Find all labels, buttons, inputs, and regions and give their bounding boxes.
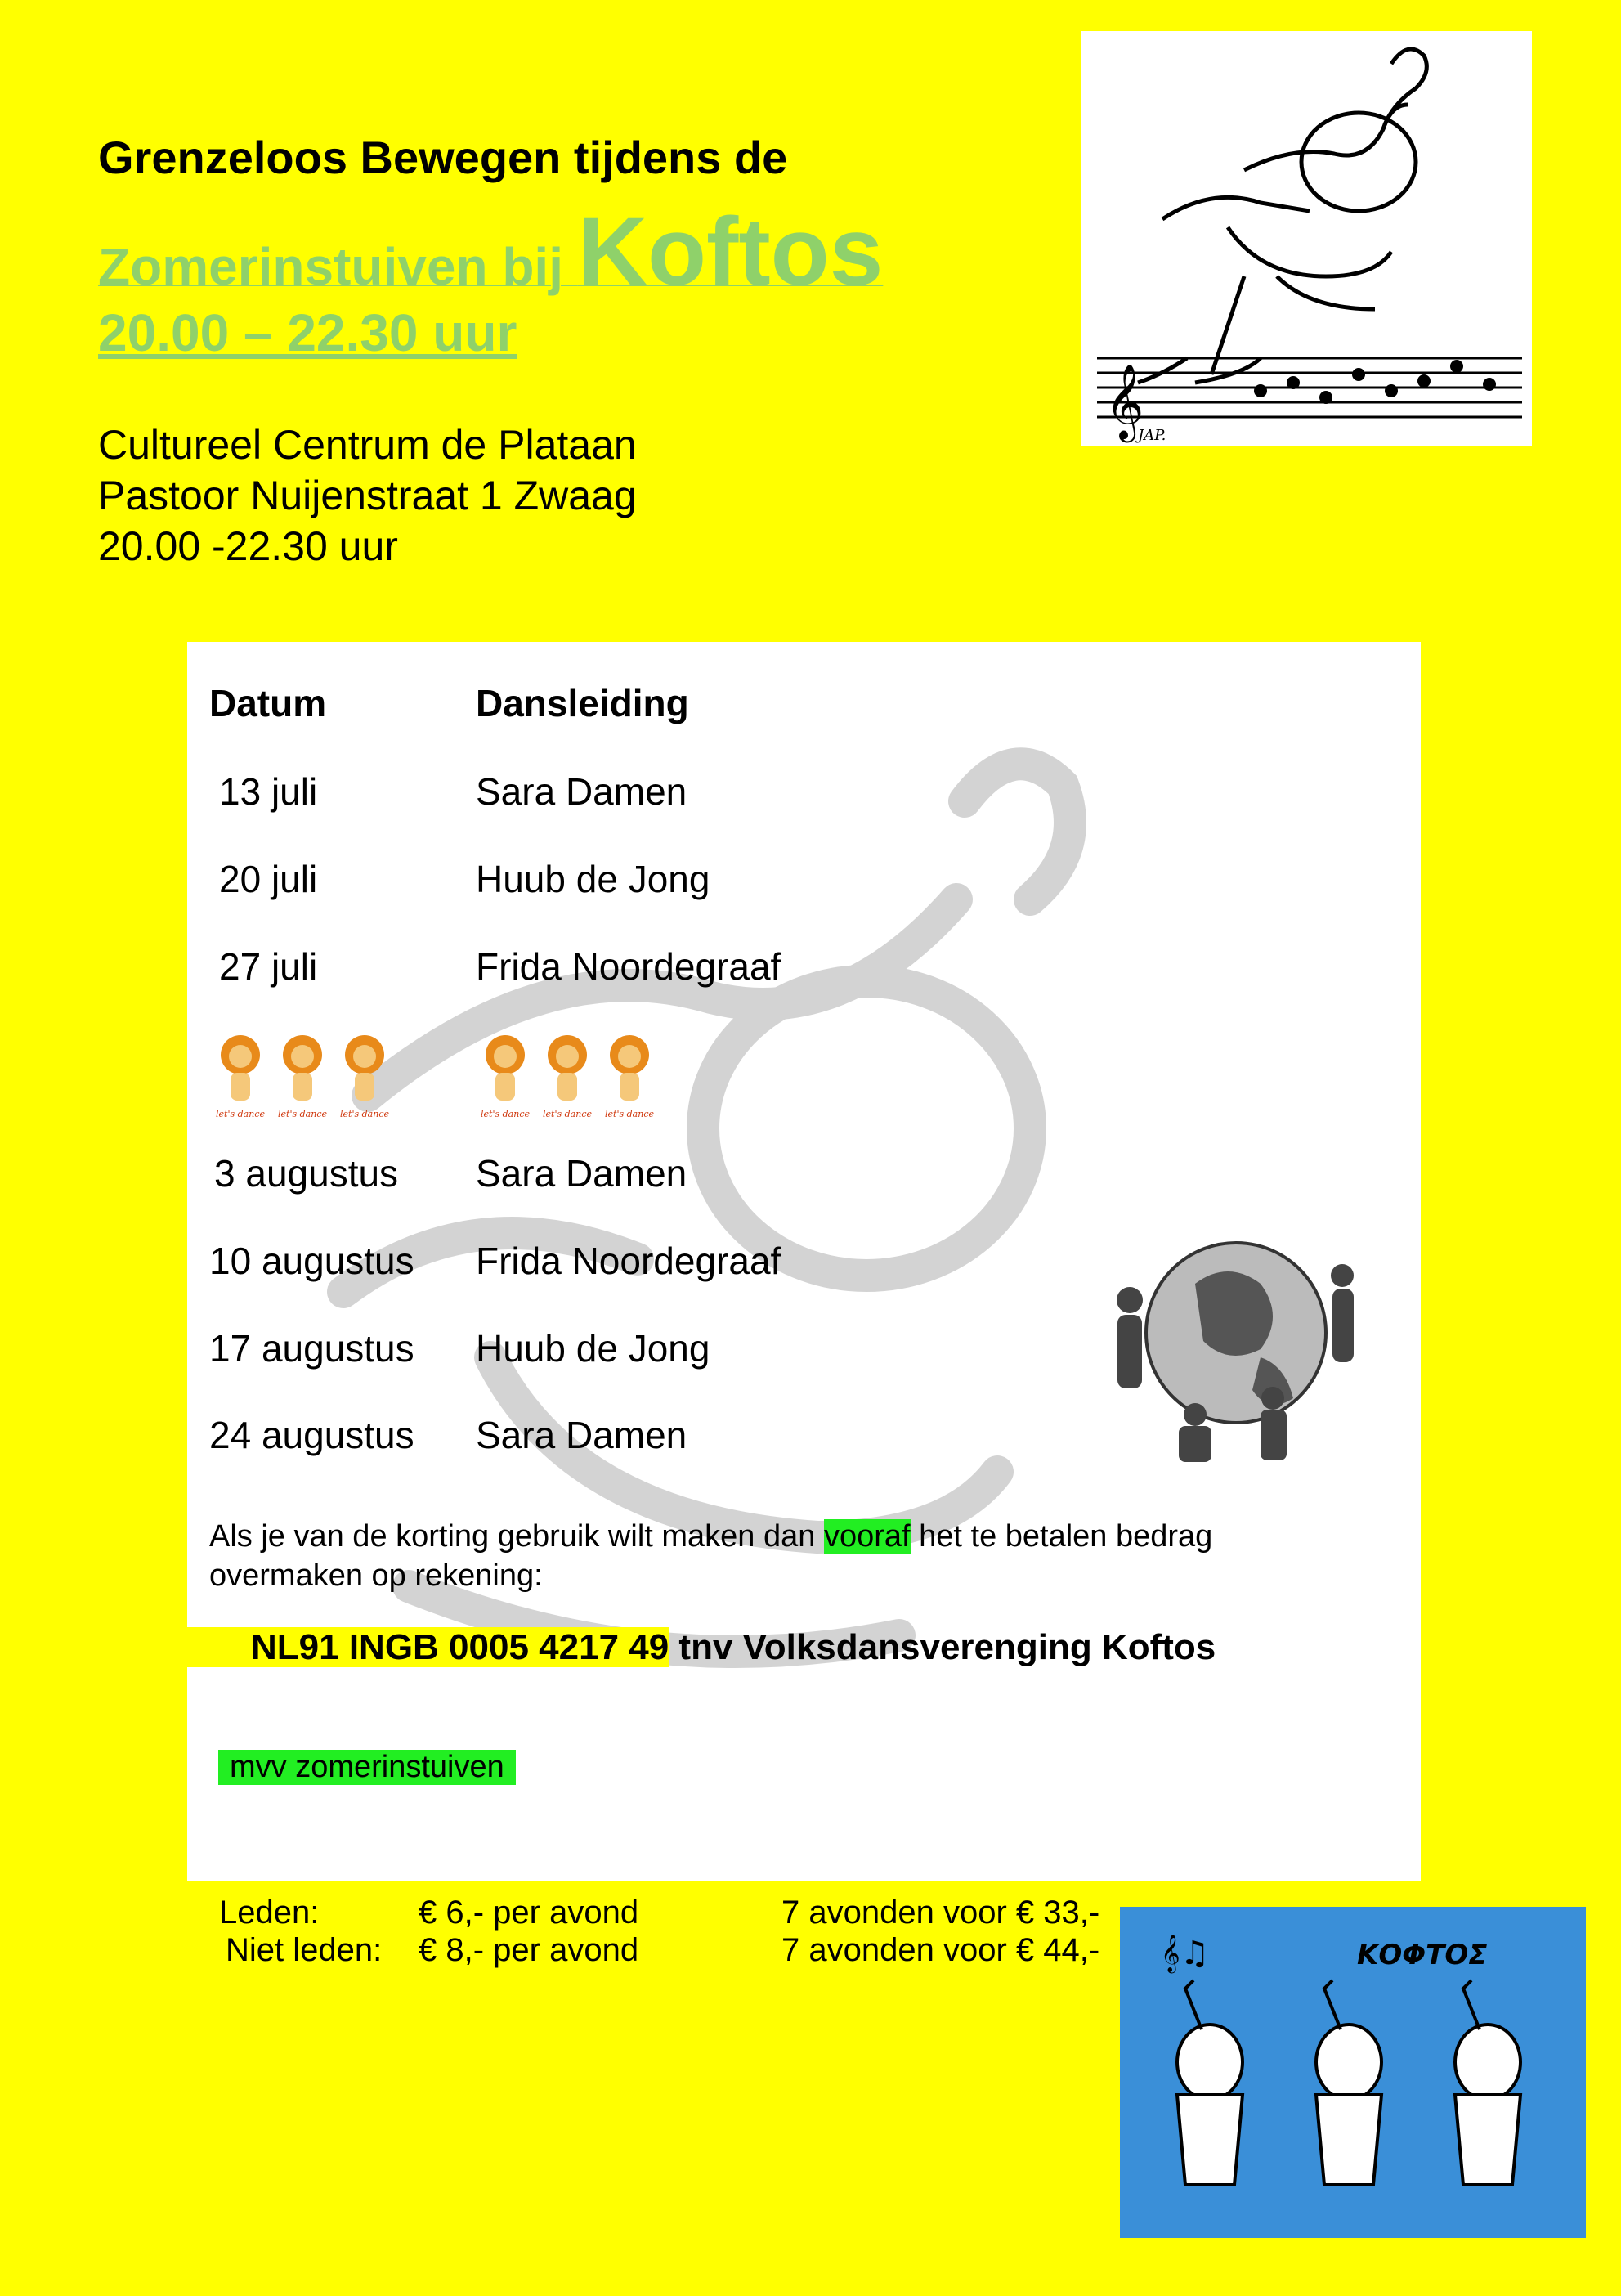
lead-cell: Sara Damen [476, 770, 687, 813]
payment-note-line-2: overmaken op rekening: [209, 1558, 543, 1593]
payment-note-text-end: het te betalen bedrag [910, 1519, 1213, 1554]
koftos-dancers-image [1120, 1907, 1586, 2238]
lead-cell: Frida Noordegraaf [476, 1240, 781, 1282]
date-cell: 27 juli [219, 945, 318, 988]
payment-note-highlight: vooraf [823, 1519, 911, 1554]
date-cell: 3 augustus [214, 1152, 399, 1195]
price-label: Leden: [219, 1895, 320, 1931]
price-per-evening: € 8,- per avond [419, 1932, 639, 1968]
lion-icon [600, 1032, 659, 1122]
svg-text:JAP.: JAP. [1138, 427, 1166, 444]
title-koftos: Koftos [577, 198, 884, 306]
lead-cell: Huub de Jong [476, 1327, 710, 1370]
venue-address: Pastoor Nuijenstraat 1 Zwaag [98, 473, 637, 518]
column-header-date: Datum [209, 682, 327, 724]
globe-people-illustration [1097, 1210, 1369, 1464]
svg-text:let's dance: let's dance [605, 1109, 654, 1119]
date-cell: 24 augustus [209, 1414, 414, 1456]
iban-account-holder: tnv Volksdansverenging Koftos [669, 1627, 1216, 1667]
column-header-lead: Dansleiding [476, 682, 689, 724]
lion-icon [335, 1032, 394, 1122]
svg-text:let's dance: let's dance [216, 1109, 265, 1119]
lead-cell: Frida Noordegraaf [476, 945, 781, 988]
lead-cell: Sara Damen [476, 1414, 687, 1456]
lion-icon [211, 1032, 270, 1122]
iban-number: NL91 INGB 0005 4217 49 [187, 1627, 669, 1667]
svg-text:let's dance: let's dance [481, 1109, 530, 1119]
payment-reference: mvv zomerinstuiven [218, 1750, 516, 1785]
payment-note-text: Als je van de korting gebruik wilt maken dan [209, 1519, 824, 1554]
title-time: 20.00 – 22.30 uur [98, 303, 517, 362]
title-line-2 [98, 196, 883, 307]
treble-clef-icon: 𝄞 [1105, 363, 1144, 439]
title-small-text: Zomerinstuiven bij [98, 237, 578, 296]
venue-name: Cultureel Centrum de Plataan [98, 422, 637, 468]
price-bundle: 7 avonden voor € 33,- [781, 1895, 1100, 1931]
svg-text:let's dance: let's dance [278, 1109, 327, 1119]
date-cell: 17 augustus [209, 1327, 414, 1370]
koftos-logo-text: ΚΟΦΤΟΣ [1357, 1939, 1488, 1971]
title-line-1: Grenzeloos Bewegen tijdens de [98, 132, 788, 183]
lion-icon [273, 1032, 332, 1122]
lead-cell: Sara Damen [476, 1152, 687, 1195]
price-bundle: 7 avonden voor € 44,- [781, 1932, 1100, 1968]
date-cell: 10 augustus [209, 1240, 414, 1282]
watermark-dancer [245, 703, 1226, 1766]
lion-icon [476, 1032, 535, 1122]
payment-note-line-1 [209, 1519, 1212, 1554]
dancer-illustration [1081, 31, 1532, 446]
svg-text:let's dance: let's dance [543, 1109, 592, 1119]
lead-cell: Huub de Jong [476, 858, 710, 900]
svg-text:let's dance: let's dance [340, 1109, 389, 1119]
music-notes-icon: 𝄞♫ [1161, 1935, 1210, 1972]
price-label: Niet leden: [226, 1932, 383, 1968]
lion-icon [538, 1032, 597, 1122]
date-cell: 20 juli [219, 858, 318, 900]
lets-dance-lions-left [211, 1032, 394, 1122]
lets-dance-lions-right [476, 1032, 659, 1122]
venue-time: 20.00 -22.30 uur [98, 523, 398, 569]
iban-line [187, 1627, 1216, 1668]
price-per-evening: € 6,- per avond [419, 1895, 639, 1931]
date-cell: 13 juli [219, 770, 318, 813]
